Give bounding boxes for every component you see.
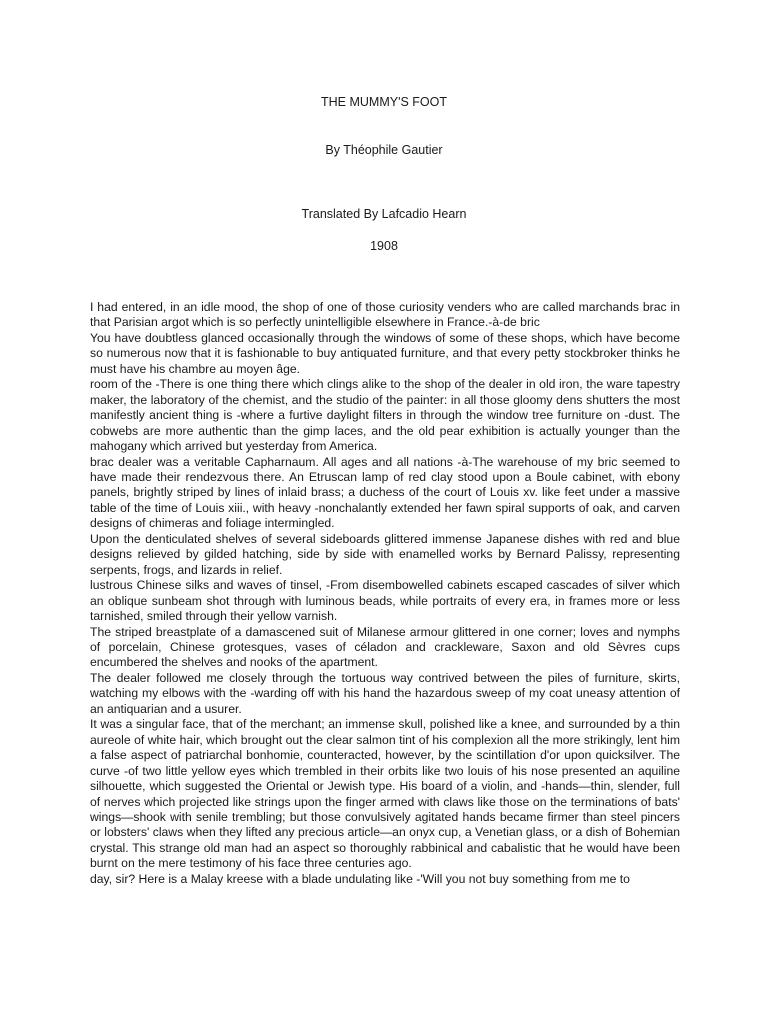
paragraph: You have doubtless glanced occasionally through the windows of some of these shops, which have become so numerous now that it is fashionable to buy antiquated furniture, and that every petty stockbroker thinks he must have his chambre au moyen âge. (90, 330, 680, 376)
paragraph: lustrous Chinese silks and waves of tinsel, -From disembowelled cabinets escaped cascades of silver which an oblique sunbeam shot through with luminous beads, while portraits of every era, in frames more or less tarnished, smiled through their yellow varnish. (90, 578, 680, 624)
paragraph: day, sir? Here is a Malay kreese with a blade undulating like -'Will you not buy something from me to (90, 871, 630, 886)
paragraph: room of the -There is one thing there which clings alike to the shop of the dealer in old iron, the ware tapestry maker, the laboratory of the chemist, and the studio of the painter: in all those gloomy dens shutters the most manifestly ancient thing is -where a furtive daylight filters in through the window tree furniture on -dust. The cobwebs are more authentic than the gimp laces, and the old pear exhibition is actually younger than the mahogany which arrived but yesterday from America. (90, 377, 680, 454)
author-line: By Théophile Gautier (325, 143, 443, 157)
paragraph: The striped breastplate of a damascened suit of Milanese armour glittered in one corner; loves and nymphs of porcelain, Chinese grotesques, vases of céladon and crackleware, Saxon and old Sèvres cups encumbered the shelves and nooks of the apartment. (90, 624, 680, 670)
paragraph: brac dealer was a veritable Capharnaum. All ages and all nations -à-The warehouse of my bric seemed to have made their rendezvous there. An Etruscan lamp of red clay stood upon a Boule cabinet, with ebony panels, brightly striped by lines of inlaid brass; a duchess of the court of Louis xv. like feet under a massive table of the time of Louis xiii., with heavy -nonchalantly extended her fawn spiral supports of oak, and carven designs of chimeras and foliage intermingled. (90, 454, 680, 531)
publication-year: 1908 (370, 239, 398, 253)
page-title: THE MUMMY'S FOOT (321, 95, 447, 109)
paragraph: Upon the denticulated shelves of several sideboards glittered immense Japanese dishes with red and blue designs relieved by gilded hatching, side by side with enamelled works by Bernard Palissy, representing serpents, frogs, and lizards in relief. (90, 531, 680, 577)
paragraph: The dealer followed me closely through the tortuous way contrived between the piles of furniture, skirts, watching my elbows with the -warding off with his hand the hazardous sweep of my coat uneasy attention of an antiquarian and a usurer. (90, 670, 680, 716)
translator-line: Translated By Lafcadio Hearn (301, 207, 467, 221)
paragraph: It was a singular face, that of the merchant; an immense skull, polished like a knee, and surrounded by a thin aureole of white hair, which brought out the clear salmon tint of his complexion all the more strikingly, lent him a false aspect of patriarchal bonhomie, counteracted, however, by the scintillation d'or upon quicksilver. The curve -of two little yellow eyes which trembled in their orbits like two louis of his nose presented an aquiline silhouette, which suggested the Oriental or Jewish type. His board of a violin, and -hands—thin, slender, full of nerves which projected like strings upon the finger armed with claws like those on the terminations of bats' wings—shook with senile trembling; but those convulsively agitated hands became firmer than steel pincers or lobsters' claws when they lifted any precious article—an onyx cup, a Venetian glass, or a dish of Bohemian crystal. This strange old man had an aspect so thoroughly rabbinical and cabalistic that he would have been burnt on the mere testimony of his face three centuries ago. (90, 717, 680, 871)
story-body (90, 300, 680, 887)
paragraph: I had entered, in an idle mood, the shop of one of those curiosity venders who are called marchands brac in that Parisian argot which is so perfectly unintelligible elsewhere in France.-à-de bric (90, 300, 680, 330)
